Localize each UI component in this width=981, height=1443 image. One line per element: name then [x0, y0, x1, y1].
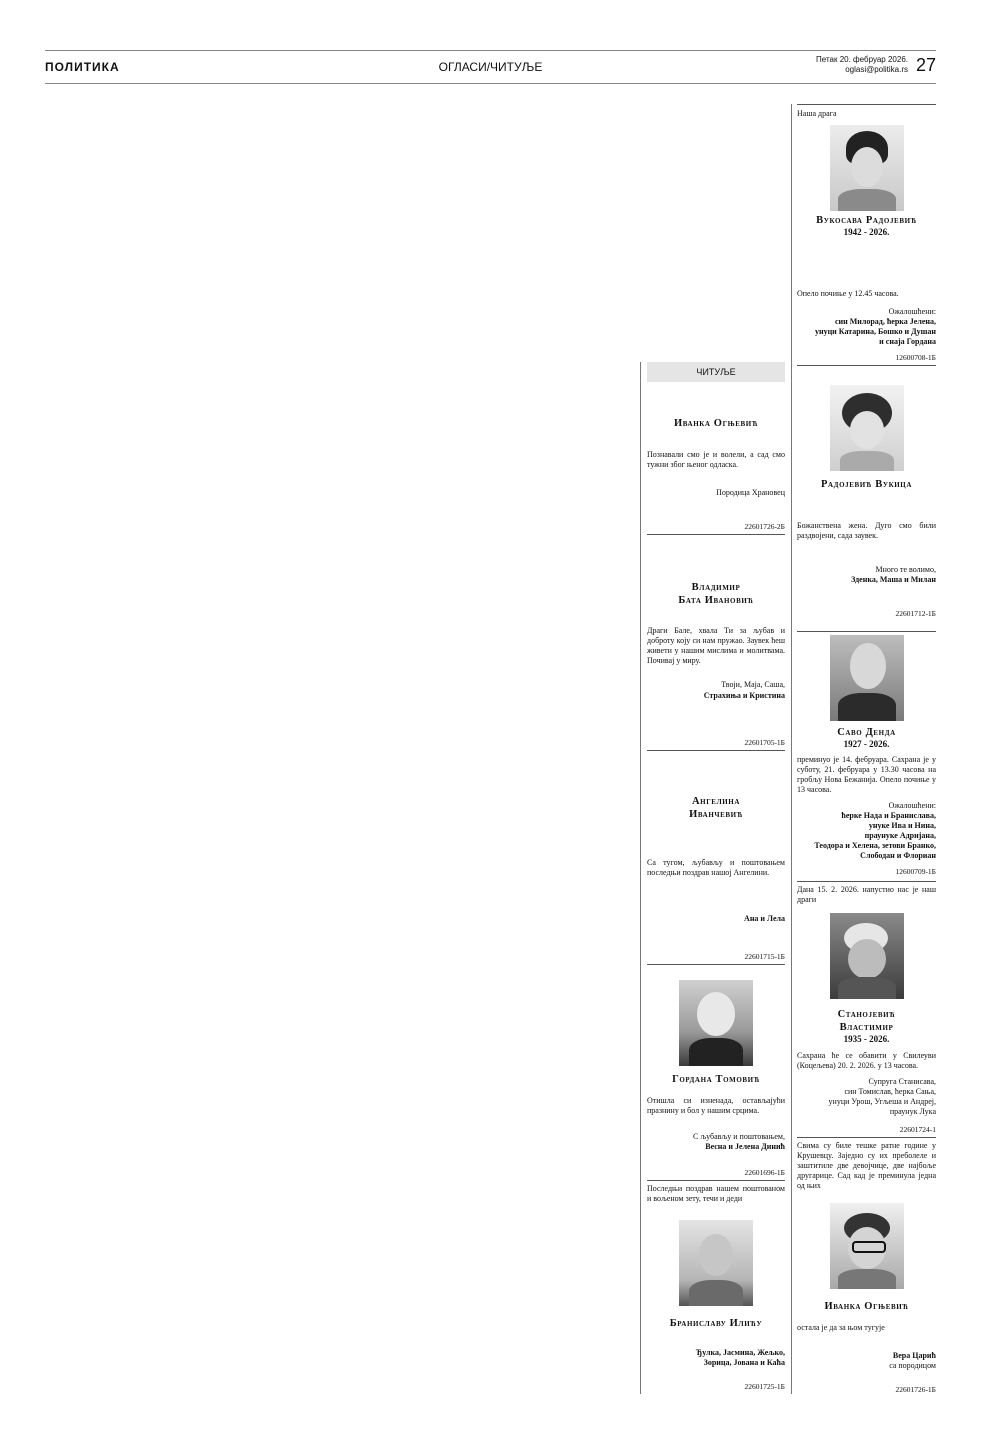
column-banner: ЧИТУЉЕ [647, 362, 785, 382]
signature-line4: праунук Лука [889, 1107, 936, 1116]
portrait-photo-icon [679, 980, 753, 1066]
obituary-text: Божанствена жена. Дуго смо били раздвојени, сада заувек. [797, 521, 936, 540]
signature-line1: Много те волимо, [875, 565, 936, 574]
obituary-ivanka-2 [797, 1137, 936, 1395]
signature-line2: са породицом [889, 1361, 936, 1370]
ad-code: 22601696-1Б [744, 1168, 785, 1177]
signature-line1: Ђулка, Јасмина, Жељко, [695, 1348, 785, 1357]
intro-text: Наша драга [797, 109, 837, 118]
deceased-name: Саво Денда [837, 727, 896, 738]
signature-line1: Супруга Станисава, [868, 1077, 936, 1086]
obituary-text: Отишла си изненада, остављајући празнину и бол у нашим срцима. [647, 1096, 785, 1115]
column-divider-left [640, 362, 641, 1394]
issue-date: Петак 20. фебруар 2026. [816, 55, 908, 64]
deceased-name: Иванка Огњевић [673, 418, 759, 429]
signature-line1: Твоји, Маја, Саша, [721, 680, 785, 689]
ad-code: 22601724-1 [899, 1125, 936, 1134]
ad-code: 22601715-1Б [744, 952, 785, 961]
deceased-name: Ангелина [691, 796, 741, 807]
signature-line2: Страхиња и Кристина [703, 691, 785, 700]
signature-line2: син Томислав, ћерка Сања, [844, 1087, 936, 1096]
signature-line2: Зорица, Јована и Каћа [703, 1358, 785, 1367]
page-number: 27 [915, 55, 936, 75]
obituary-text-2: Опело почиње у 12.45 часова. [797, 289, 899, 298]
obituary-text: остала је да за њом тугује [797, 1323, 885, 1332]
signature-line1: С љубављу и поштовањем, [693, 1132, 785, 1141]
portrait-photo-icon [830, 385, 904, 471]
obituary-text: Драги Бале, хвала Ти за љубав и доброту коју си нам пружао. Заувек ћеш живети у нашим мислима и молитвама. Почивај у миру. [647, 626, 785, 665]
ad-code: 22601705-1Б [744, 738, 785, 747]
life-years: 1935 - 2026. [843, 1034, 890, 1044]
intro-text: Дана 15. 2. 2026. напустио нас је наш драги [797, 885, 936, 904]
signature: Породица Храновец [716, 488, 785, 497]
portrait-photo-icon [830, 1203, 904, 1289]
section-title: ОГЛАСИ/ЧИТУЉЕ [438, 60, 543, 74]
obituary-text: Са тугом, љубављу и поштовањем последњи поздрав нашој Ангелини. [647, 858, 785, 877]
obituary-vukosava [797, 105, 936, 366]
deceased-name: Иванка Огњевић [824, 1301, 909, 1312]
signature-line4: и снаја Гордана [879, 337, 936, 346]
obituary-ivanka-1 [647, 382, 785, 535]
deceased-name: Станојевић [837, 1009, 896, 1020]
signature: Ана и Лела [744, 914, 785, 923]
obituary-text: Сахрана ће се обавити у Свилеуви (Коцељева) 20. 2. 2026. у 13 часова. [797, 1051, 936, 1070]
signature-line1: Ожалошћени: [888, 801, 936, 810]
signature-line3: унуци Урош, Угљеша и Андреј, [828, 1097, 936, 1106]
obituary-column-left [647, 362, 785, 1392]
portrait-photo-icon [830, 635, 904, 721]
signature-line2: ћерке Нада и Бранислава, [841, 811, 936, 820]
signature-line3: унуке Ива и Нина, [868, 821, 936, 830]
deceased-name: Владимир [691, 582, 741, 593]
deceased-name: Радојевић Вукица [821, 479, 912, 490]
ad-code: 22601726-2Б [744, 522, 785, 531]
obituary-text: Познавали смо је и волели, а сад смо тужни због њеног одласка. [647, 450, 785, 469]
portrait-photo-icon [830, 125, 904, 211]
signature-line1: Ожалошћени: [888, 307, 936, 316]
ad-code: 22601725-1Б [744, 1382, 785, 1391]
signature-line2: Весна и Јелена Динић [705, 1142, 785, 1151]
signature-line2: Зденка, Маша и Милан [851, 575, 936, 584]
signature-line5: Теодора и Хелена, зетови Бранко, [814, 841, 936, 850]
life-years: 1927 - 2026. [843, 739, 890, 749]
date-block [816, 55, 908, 75]
ad-code: 12600708-1Б [895, 353, 936, 362]
ad-code: 22601712-1Б [895, 609, 936, 618]
ad-code: 22601726-1Б [895, 1385, 936, 1394]
obituary-stanojevic [797, 881, 936, 1138]
deceased-name: Гордана Томовић [672, 1074, 760, 1085]
obituary-gordana [647, 964, 785, 1181]
intro-text: Последњи поздрав нашем поштованом и вољеном зету, течи и деди [647, 1184, 785, 1203]
obituary-column-right [797, 104, 936, 1395]
column-divider-right [791, 104, 792, 1394]
newspaper-logo: ПОЛИТИКА [45, 60, 120, 74]
ad-code: 12600709-1Б [895, 867, 936, 876]
deceased-name: Браниславу Илићу [669, 1318, 763, 1329]
signature-line2: син Милорад, ћерка Јелена, [834, 317, 936, 326]
obituary-text: преминуо је 14. фебруара. Сахрана је у суботу, 21. фебруара у 13.30 часова на гробљу Нова Бежанија. Опело почиње у 13 часова. [797, 755, 936, 794]
deceased-name: Вукосава Радојевић [816, 215, 917, 226]
obituary-angelina [647, 750, 785, 965]
signature-line6: Слободан и Флориан [860, 851, 936, 860]
obituary-vukica [797, 365, 936, 632]
obituary-branislav [647, 1180, 785, 1392]
portrait-photo-icon [679, 1220, 753, 1306]
signature-line4: праунуке Адријана, [864, 831, 936, 840]
intro-text: Свима су биле тешке ратне године у Крушевцу. Заједно су их преболеле и заштитиле две девојчице, две најбоље другарице. Сад кад је преминула једна од њих [797, 1141, 936, 1190]
contact-email[interactable]: oglasi@politika.rs [845, 65, 908, 74]
portrait-photo-icon [830, 913, 904, 999]
deceased-name-line2: Иванчевић [689, 809, 743, 820]
life-years: 1942 - 2026. [843, 227, 890, 237]
signature-line3: унуци Катарина, Бошко и Душан [814, 327, 936, 336]
page-header [45, 50, 936, 84]
deceased-name-line2: Бата Ивановић [678, 595, 754, 606]
obituary-savo [797, 631, 936, 882]
signature-line1: Вера Царић [892, 1351, 936, 1360]
obituary-vladimir [647, 534, 785, 751]
deceased-name-line2: Властимир [839, 1022, 894, 1033]
